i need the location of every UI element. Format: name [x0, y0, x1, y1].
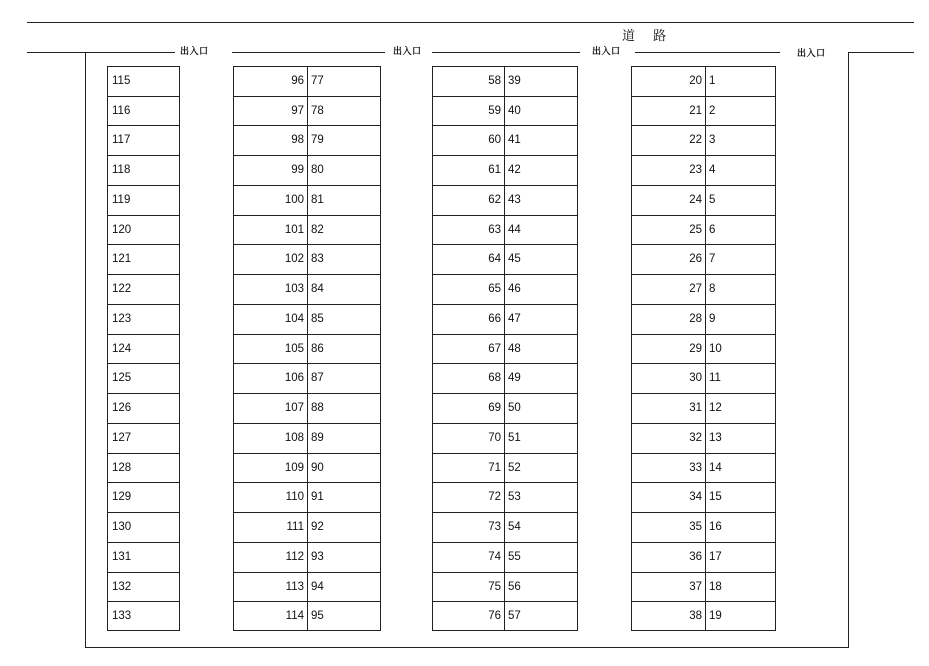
space-number: 29 — [689, 342, 702, 355]
parking-block-77-114 — [233, 66, 381, 631]
parking-space-row — [433, 216, 577, 246]
parking-block-39-76 — [432, 66, 578, 631]
parking-space-row — [234, 156, 380, 186]
parking-space-row — [234, 513, 380, 543]
space-number: 68 — [488, 372, 501, 385]
space-number: 52 — [508, 461, 521, 474]
entrance-label-4: 出入口 — [797, 49, 826, 59]
space-number: 45 — [508, 253, 521, 266]
parking-space-row — [234, 573, 380, 603]
boundary-bottom — [85, 647, 849, 648]
parking-space-row — [108, 543, 179, 573]
boundary-left — [85, 52, 86, 648]
space-number: 49 — [508, 372, 521, 385]
parking-space-row — [234, 543, 380, 573]
space-number: 117 — [112, 134, 131, 147]
space-number: 102 — [284, 253, 304, 266]
space-number: 103 — [284, 283, 304, 296]
space-number: 48 — [508, 342, 521, 355]
parking-space-row — [108, 454, 179, 484]
space-number: 35 — [689, 521, 702, 534]
space-number: 106 — [284, 372, 304, 385]
parking-space-row — [632, 543, 775, 573]
space-number: 107 — [284, 402, 304, 415]
boundary-top-seg-5 — [848, 52, 914, 53]
boundary-top-seg-2 — [232, 52, 385, 53]
space-number: 76 — [488, 610, 501, 623]
space-number: 123 — [112, 312, 132, 325]
parking-space-row — [234, 424, 380, 454]
entrance-label-3: 出入口 — [592, 47, 621, 57]
space-number: 24 — [689, 193, 702, 206]
space-number: 108 — [284, 431, 304, 444]
parking-space-row — [632, 97, 775, 127]
space-number: 53 — [508, 491, 521, 504]
parking-space-row — [632, 513, 775, 543]
space-number: 33 — [689, 461, 702, 474]
road-edge-line — [27, 22, 914, 23]
space-number: 67 — [488, 342, 501, 355]
space-number: 15 — [709, 491, 722, 504]
entrance-label-1: 出入口 — [180, 47, 209, 57]
space-number: 14 — [709, 461, 722, 474]
space-number: 40 — [508, 104, 521, 117]
space-number: 88 — [311, 402, 324, 415]
space-number: 39 — [508, 75, 521, 87]
parking-space-row — [433, 483, 577, 513]
space-number: 50 — [508, 402, 521, 415]
parking-space-row — [108, 126, 179, 156]
space-number: 78 — [311, 104, 324, 117]
parking-space-row — [108, 275, 179, 305]
parking-space-row — [433, 245, 577, 275]
space-number: 98 — [291, 134, 304, 147]
space-number: 100 — [284, 193, 304, 206]
parking-space-row — [108, 335, 179, 365]
space-number: 41 — [508, 134, 521, 147]
parking-space-row — [108, 424, 179, 454]
space-number: 119 — [112, 193, 131, 206]
space-number: 28 — [689, 312, 702, 325]
space-number: 92 — [311, 521, 324, 534]
space-number: 105 — [284, 342, 304, 355]
space-number: 115 — [112, 75, 131, 87]
parking-space-row — [632, 245, 775, 275]
parking-space-row — [108, 245, 179, 275]
parking-space-row — [433, 335, 577, 365]
space-number: 131 — [112, 550, 132, 563]
space-number: 94 — [311, 580, 324, 593]
parking-space-row — [632, 305, 775, 335]
space-number: 120 — [112, 223, 132, 236]
parking-space-row — [234, 483, 380, 513]
space-number: 60 — [488, 134, 501, 147]
space-number: 26 — [689, 253, 702, 266]
space-number: 99 — [291, 164, 304, 177]
space-number: 42 — [508, 164, 521, 177]
parking-space-row — [632, 275, 775, 305]
parking-space-row — [433, 156, 577, 186]
parking-space-row — [433, 573, 577, 603]
space-number: 127 — [112, 431, 132, 444]
space-number: 97 — [291, 104, 304, 117]
space-number: 16 — [709, 521, 722, 534]
parking-space-row — [433, 186, 577, 216]
parking-space-row — [234, 126, 380, 156]
space-number: 63 — [488, 223, 501, 236]
parking-space-row — [632, 483, 775, 513]
space-number: 7 — [709, 253, 716, 266]
space-number: 54 — [508, 521, 521, 534]
space-number: 71 — [488, 461, 501, 474]
space-number: 66 — [488, 312, 501, 325]
space-number: 32 — [689, 431, 702, 444]
space-number: 8 — [709, 283, 716, 296]
parking-space-row — [433, 126, 577, 156]
space-number: 80 — [311, 164, 324, 177]
space-number: 55 — [508, 550, 521, 563]
space-number: 111 — [286, 521, 304, 534]
space-number: 122 — [112, 283, 132, 296]
parking-space-row — [632, 394, 775, 424]
space-number: 38 — [689, 610, 702, 623]
space-number: 79 — [311, 134, 324, 147]
space-number: 118 — [112, 164, 131, 177]
parking-space-row — [234, 275, 380, 305]
space-number: 114 — [285, 610, 304, 623]
space-number: 11 — [709, 372, 721, 385]
space-number: 51 — [508, 431, 521, 444]
parking-block-1-38 — [631, 66, 776, 631]
parking-space-row — [108, 513, 179, 543]
space-number: 133 — [112, 610, 132, 623]
parking-space-row — [108, 483, 179, 513]
parking-space-row — [433, 305, 577, 335]
space-number: 44 — [508, 223, 521, 236]
space-number: 83 — [311, 253, 324, 266]
space-number: 1 — [709, 75, 716, 87]
parking-space-row — [632, 67, 775, 97]
parking-space-row — [108, 216, 179, 246]
parking-space-row — [632, 186, 775, 216]
space-number: 2 — [709, 104, 716, 117]
space-number: 10 — [709, 342, 722, 355]
parking-space-row — [108, 67, 179, 97]
space-number: 27 — [689, 283, 702, 296]
space-number: 4 — [709, 164, 716, 177]
parking-space-row — [433, 364, 577, 394]
space-number: 25 — [689, 223, 702, 236]
space-number: 46 — [508, 283, 521, 296]
space-number: 58 — [488, 75, 501, 87]
space-number: 62 — [488, 193, 501, 206]
space-number: 91 — [311, 491, 324, 504]
space-number: 124 — [112, 342, 132, 355]
parking-space-row — [433, 424, 577, 454]
space-number: 85 — [311, 312, 324, 325]
parking-space-row — [108, 186, 179, 216]
space-number: 110 — [285, 491, 304, 504]
entrance-label-2: 出入口 — [393, 47, 422, 57]
space-number: 129 — [112, 491, 132, 504]
parking-space-row — [108, 602, 179, 632]
parking-space-row — [108, 573, 179, 603]
parking-space-row — [234, 245, 380, 275]
space-number: 17 — [709, 550, 722, 563]
space-number: 72 — [488, 491, 501, 504]
parking-space-row — [234, 602, 380, 632]
parking-space-row — [234, 454, 380, 484]
parking-space-row — [433, 602, 577, 632]
space-number: 128 — [112, 461, 132, 474]
space-number: 69 — [488, 402, 501, 415]
parking-space-row — [108, 364, 179, 394]
parking-space-row — [433, 67, 577, 97]
space-number: 93 — [311, 550, 324, 563]
space-number: 65 — [488, 283, 501, 296]
space-number: 101 — [284, 223, 304, 236]
space-number: 56 — [508, 580, 521, 593]
parking-space-row — [234, 364, 380, 394]
parking-space-row — [632, 454, 775, 484]
space-number: 109 — [284, 461, 304, 474]
parking-space-row — [234, 335, 380, 365]
space-number: 125 — [112, 372, 132, 385]
space-number: 77 — [311, 75, 324, 87]
space-number: 61 — [488, 164, 501, 177]
parking-space-row — [632, 364, 775, 394]
space-number: 20 — [689, 75, 702, 87]
space-number: 5 — [709, 193, 716, 206]
space-number: 47 — [508, 312, 521, 325]
parking-space-row — [234, 394, 380, 424]
parking-space-row — [632, 156, 775, 186]
parking-space-row — [632, 424, 775, 454]
parking-block-115-133 — [107, 66, 180, 631]
space-number: 89 — [311, 431, 324, 444]
parking-space-row — [632, 216, 775, 246]
space-number: 59 — [488, 104, 501, 117]
space-number: 82 — [311, 223, 324, 236]
parking-space-row — [234, 67, 380, 97]
parking-space-row — [632, 335, 775, 365]
space-number: 121 — [112, 253, 132, 266]
parking-space-row — [234, 186, 380, 216]
parking-space-row — [433, 275, 577, 305]
parking-space-row — [234, 305, 380, 335]
space-number: 64 — [488, 253, 501, 266]
space-number: 113 — [285, 580, 304, 593]
parking-space-row — [234, 216, 380, 246]
space-number: 126 — [112, 402, 132, 415]
space-number: 19 — [709, 610, 722, 623]
space-number: 34 — [689, 491, 702, 504]
parking-space-row — [433, 97, 577, 127]
parking-space-row — [632, 126, 775, 156]
space-number: 9 — [709, 312, 716, 325]
parking-space-row — [234, 97, 380, 127]
space-number: 73 — [488, 521, 501, 534]
parking-space-row — [433, 394, 577, 424]
space-number: 12 — [709, 402, 722, 415]
space-number: 37 — [689, 580, 702, 593]
space-number: 75 — [488, 580, 501, 593]
space-number: 31 — [689, 402, 702, 415]
parking-space-row — [433, 454, 577, 484]
boundary-top-seg-1 — [27, 52, 175, 53]
space-number: 13 — [709, 431, 722, 444]
parking-space-row — [632, 602, 775, 632]
space-number: 57 — [508, 610, 521, 623]
space-number: 74 — [488, 550, 501, 563]
boundary-top-seg-3 — [432, 52, 580, 53]
parking-space-row — [108, 156, 179, 186]
parking-space-row — [433, 513, 577, 543]
space-number: 6 — [709, 223, 716, 236]
space-number: 81 — [311, 193, 324, 206]
parking-space-row — [632, 573, 775, 603]
space-number: 36 — [689, 550, 702, 563]
space-number: 18 — [709, 580, 722, 593]
space-number: 96 — [291, 75, 304, 87]
space-number: 87 — [311, 372, 324, 385]
space-number: 70 — [488, 431, 501, 444]
space-number: 30 — [689, 372, 702, 385]
space-number: 3 — [709, 134, 716, 147]
space-number: 132 — [112, 580, 132, 593]
parking-space-row — [433, 543, 577, 573]
space-number: 43 — [508, 193, 521, 206]
boundary-top-seg-4 — [635, 52, 780, 53]
space-number: 116 — [112, 104, 131, 117]
parking-space-row — [108, 394, 179, 424]
space-number: 95 — [311, 610, 324, 623]
space-number: 23 — [689, 164, 702, 177]
space-number: 90 — [311, 461, 324, 474]
road-label: 道 路 — [622, 29, 674, 44]
space-number: 84 — [311, 283, 324, 296]
space-number: 112 — [285, 550, 304, 563]
space-number: 130 — [112, 521, 132, 534]
space-number: 104 — [284, 312, 304, 325]
space-number: 22 — [689, 134, 702, 147]
parking-space-row — [108, 97, 179, 127]
parking-space-row — [108, 305, 179, 335]
space-number: 21 — [689, 104, 702, 117]
boundary-right — [848, 52, 849, 648]
space-number: 86 — [311, 342, 324, 355]
